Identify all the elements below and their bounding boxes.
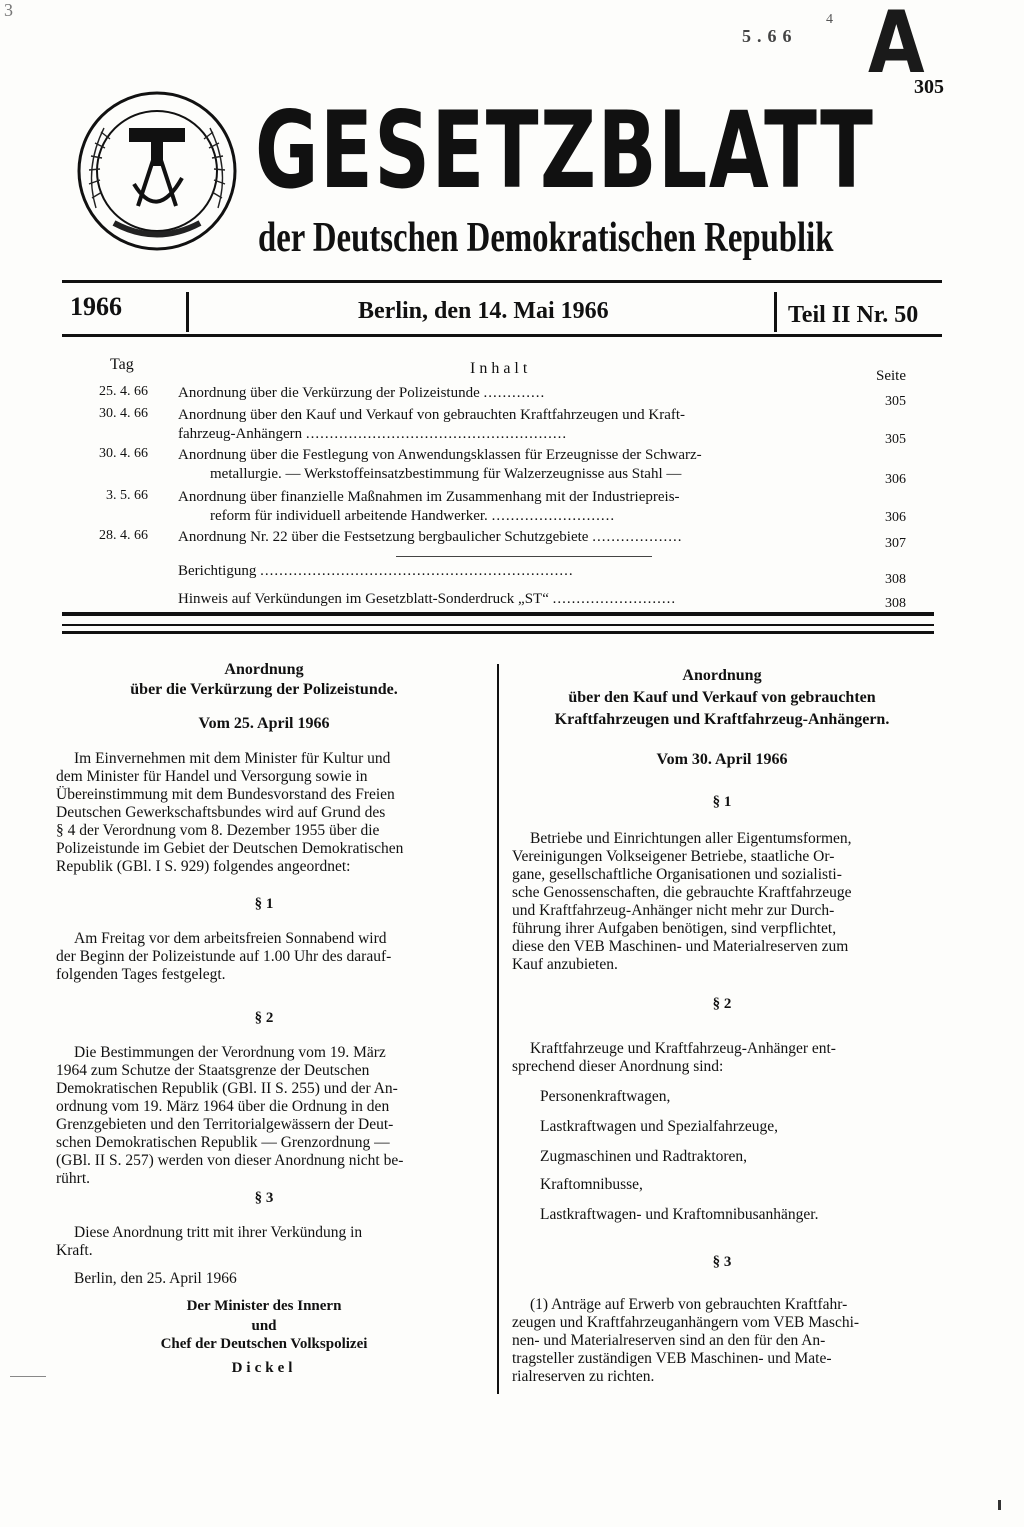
signature-name: Dickel (231, 1360, 297, 1376)
masthead-title: GESETZBLATT (255, 89, 875, 212)
text-line: ordnung vom 19. März 1964 über die Ordnung in den (56, 1098, 390, 1115)
issue-year: 1966 (70, 292, 122, 321)
contents-item (178, 384, 828, 403)
contents-item-date: 30. 4. 66 (99, 446, 148, 461)
text-line: Diese Anordnung tritt mit ihrer Verkündung in (74, 1224, 363, 1241)
contents-page-header: Seite (876, 368, 906, 384)
header-divider (774, 292, 777, 332)
leader-dots: .......................... (491, 508, 616, 524)
scan-mark (998, 1500, 1001, 1510)
contents-item-title: Anordnung über den Kauf und Verkauf von gebrauchten Kraftfahrzeugen und Kraft- (178, 407, 686, 423)
contents-item-title: Anordnung über finanzielle Maßnahmen im Zusammenhang mit der Industriepreis- (178, 489, 680, 505)
signature-title: Chef der Deutschen Volkspolizei (160, 1336, 368, 1352)
contents-item-page: 306 (885, 472, 906, 487)
vehicle-list-item: Lastkraftwagen- und Kraftomnibusanhänger. (540, 1206, 819, 1223)
issue-part: Teil II Nr. 50 (788, 302, 919, 328)
vehicle-list-item: Zugmaschinen und Radtraktoren, (540, 1148, 748, 1165)
right-section-3-heading: § 3 (712, 1254, 732, 1270)
text-line: Grenzgebieten und den Territorialgewässern der Deut- (56, 1116, 394, 1133)
text-line: (1) Anträge auf Erwerb von gebrauchten Kraftfahr- (530, 1296, 848, 1313)
masthead-subtitle: der Deutschen Demokratischen Republik (258, 215, 834, 261)
left-article-title: Anordnung (224, 661, 304, 678)
text-line: sche Genossenschaften, die gebrauchte Kraftfahrzeuge (512, 884, 852, 901)
text-line: dem Minister für Handel und Versorgung sowie in (56, 768, 368, 785)
left-place-date: Berlin, den 25. April 1966 (74, 1270, 237, 1287)
contents-item-title: reform für individuell arbeitende Handwerker. (210, 508, 488, 524)
contents-item-title: Anordnung über die Festlegung von Anwendungsklassen für Erzeugnisse der Schwarz- (178, 447, 702, 463)
left-section-3-heading: § 3 (254, 1190, 274, 1206)
text-line: Im Einvernehmen mit dem Minister für Kultur und (74, 750, 391, 767)
contents-item-title: Anordnung über die Verkürzung der Polizeistunde (178, 385, 480, 401)
contents-divider (396, 556, 652, 557)
left-section-1-heading: § 1 (254, 896, 274, 912)
text-line: 1964 zum Schutze der Staatsgrenze der Deutschen (56, 1062, 370, 1079)
text-line: Polizeistunde im Gebiet der Deutschen Demokratischen (56, 840, 404, 857)
contents-extra-page: 308 (885, 596, 906, 611)
contents-item (178, 528, 828, 547)
contents-item-date: 3. 5. 66 (106, 488, 148, 503)
column-separator (497, 664, 499, 1394)
header-rule-bottom (62, 334, 942, 337)
text-line: Demokratischen Republik (GBl. II S. 255) und der An- (56, 1080, 398, 1097)
leader-dots: .......................... (552, 591, 677, 607)
text-line: Am Freitag vor dem arbeitsfreien Sonnabend wird (74, 930, 387, 947)
contents-item-page: 306 (885, 510, 906, 525)
header-rule-top (62, 280, 942, 283)
leader-dots: ............. (483, 385, 546, 401)
contents-item-page: 305 (885, 394, 906, 409)
right-section-2-heading: § 2 (712, 996, 732, 1012)
contents-extra-title: Hinweis auf Verkündungen im Gesetzblatt-Sonderdruck „ST“ (178, 591, 549, 607)
text-line: Deutschen Gewerkschaftsbundes wird auf Grund des (56, 804, 386, 821)
text-line: § 4 der Verordnung vom 8. Dezember 1955 über die (56, 822, 380, 839)
text-line: Republik (GBl. I S. 929) folgendes angeordnet: (56, 858, 351, 875)
text-line: rührt. (56, 1170, 91, 1187)
contents-item (178, 406, 828, 444)
vehicle-list-item: Kraftomnibusse, (540, 1176, 643, 1193)
text-line: Kraftfahrzeuge und Kraftfahrzeug-Anhänger ent- (530, 1040, 836, 1057)
text-line: diese den VEB Maschinen- und Materialreserven zum (512, 938, 849, 955)
contents-heading: Inhalt (470, 360, 532, 377)
text-line: folgenden Tages festgelegt. (56, 966, 226, 983)
leader-dots: ....................................................... (305, 426, 568, 442)
contents-item-title: fahrzeug-Anhängern (178, 426, 303, 442)
vehicle-list-item: Personenkraftwagen, (540, 1088, 671, 1105)
left-section-2-text (56, 1044, 472, 1188)
text-line: und Kraftfahrzeug-Anhänger nicht mehr zur Durch- (512, 902, 835, 919)
text-line: nen- und Materialreserven sind an den für den An- (512, 1332, 826, 1349)
text-line: Kraft. (56, 1242, 93, 1259)
contents-item-title: metallurgie. — Werkstoffeinsatzbestimmung für Walzerzeugnisse aus Stahl — (210, 466, 682, 482)
right-section-3-text (512, 1296, 932, 1386)
contents-item-date: 28. 4. 66 (99, 528, 148, 543)
contents-item-page: 307 (885, 536, 906, 551)
contents-item (178, 446, 828, 484)
right-article-subject: über den Kauf und Verkauf von gebrauchten (568, 689, 876, 706)
left-section-3-text (56, 1224, 472, 1260)
text-line: zeugen und Kraftfahrzeuganhängern vom VEB Maschi- (512, 1314, 860, 1331)
text-line: rialreserven zu richten. (512, 1368, 655, 1385)
contents-extra-page: 308 (885, 572, 906, 587)
page-number: 305 (914, 76, 944, 98)
right-section-1-heading: § 1 (712, 794, 732, 810)
text-line: gane, gesellschaftliche Organisationen und sozialisti- (512, 866, 842, 883)
contents-extra (178, 590, 828, 609)
text-line: Kauf anzubieten. (512, 956, 618, 973)
leader-dots: ................... (592, 529, 683, 545)
signature-title: Der Minister des Innern (186, 1298, 342, 1314)
header-divider (186, 292, 189, 332)
right-section-2-text (512, 1040, 932, 1076)
contents-rule (62, 631, 934, 634)
text-line: sprechend dieser Anordnung sind: (512, 1058, 724, 1075)
contents-item-date: 30. 4. 66 (99, 406, 148, 421)
text-line: Übereinstimmung mit dem Bundesvorstand des Freien (56, 786, 395, 803)
receipt-stamp-date: 5.66 (742, 26, 798, 46)
contents-item-date: 25. 4. 66 (99, 384, 148, 399)
right-section-1-text (512, 830, 932, 974)
text-line: der Beginn der Polizeistunde auf 1.00 Uhr des darauf- (56, 948, 392, 965)
text-line: (GBl. II S. 257) werden von dieser Anordnung nicht be- (56, 1152, 404, 1169)
contents-item (178, 488, 828, 526)
text-line: Die Bestimmungen der Verordnung vom 19. März (74, 1044, 386, 1061)
contents-extra-title: Berichtigung (178, 563, 257, 579)
contents-rule (62, 624, 934, 626)
right-article-subject: Kraftfahrzeugen und Kraftfahrzeug-Anhängern. (554, 711, 890, 728)
vehicle-list-item: Lastkraftwagen und Spezialfahrzeuge, (540, 1118, 778, 1135)
leader-dots: .................................................................. (260, 563, 574, 579)
issue-date: Berlin, den 14. Mai 1966 (358, 298, 609, 324)
right-article-date: Vom 30. April 1966 (656, 751, 788, 768)
text-line: schen Demokratischen Republik — Grenzordnung — (56, 1134, 390, 1151)
left-section-1-text (56, 930, 472, 984)
left-article-subject: über die Verkürzung der Polizeistunde. (130, 681, 398, 698)
text-line: Vereinigungen Volkseigener Betriebe, staatliche Or- (512, 848, 835, 865)
contents-date-header: Tag (110, 356, 134, 373)
contents-rule (62, 612, 934, 616)
scan-mark (10, 1376, 46, 1377)
contents-item-title: Anordnung Nr. 22 über die Festsetzung bergbaulicher Schutzgebiete (178, 529, 589, 545)
text-line: führung ihrer Aufgaben benötigen, sind verpflichtet, (512, 920, 837, 937)
text-line: tragsteller zuständigen VEB Maschinen- und Mate- (512, 1350, 832, 1367)
left-section-2-heading: § 2 (254, 1010, 274, 1026)
left-preamble (56, 750, 472, 876)
text-line: Betriebe und Einrichtungen aller Eigentumsformen, (530, 830, 852, 847)
contents-item-page: 305 (885, 432, 906, 447)
signature-conjunction: und (251, 1318, 277, 1334)
contents-extra (178, 562, 828, 581)
stamp-mark: 4 (826, 12, 833, 27)
stamp-letter: A (868, 0, 925, 93)
left-article-date: Vom 25. April 1966 (198, 715, 330, 732)
right-article-title: Anordnung (682, 667, 762, 684)
state-emblem-icon (74, 88, 240, 254)
corner-mark: 3 (4, 0, 13, 20)
